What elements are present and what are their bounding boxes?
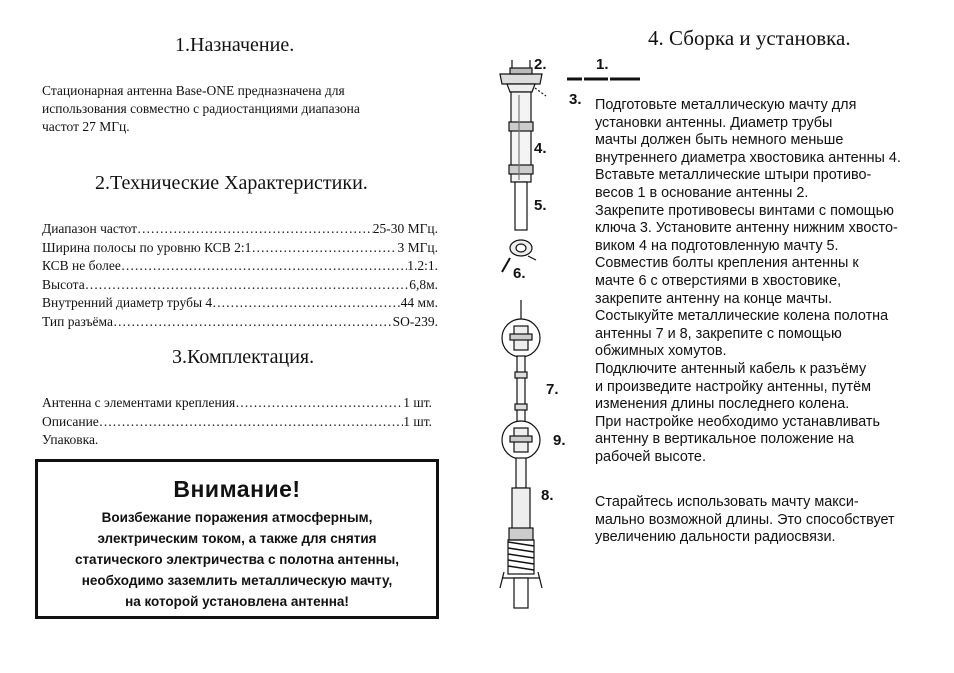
instruction-line: установки антенны. Диаметр трубы [595, 114, 833, 131]
contents-label: Антенна с элементами крепления [42, 395, 236, 410]
section-1-line: использования совместно с радиостанциями диапазона [42, 101, 360, 116]
instruction-line: и произведите настройку антенны, путём [595, 378, 872, 395]
part-label-2: 2. [534, 56, 547, 73]
part-label-7: 7. [546, 381, 559, 398]
antenna-base [500, 74, 542, 84]
section-4-title: 4. Сборка и установка. [648, 26, 851, 50]
section-2-title: 2.Технические Характеристики. [95, 172, 368, 194]
warning-text [38, 507, 436, 612]
instruction-line: рабочей высоте. [595, 448, 706, 465]
contents-value: 1 шт. [403, 413, 432, 429]
section-1-line: частот 27 МГц. [42, 119, 130, 134]
instruction-line: антенну в вертикальное положение на [595, 431, 854, 448]
part-label-8: 8. [541, 487, 554, 504]
section-1-title: 1.Назначение. [175, 34, 295, 56]
instruction-line: антенны 7 и 8, закрепите с помощью [595, 325, 842, 342]
instruction-line: При настройке необходимо устанавливать [595, 413, 881, 430]
antenna-element-8 [516, 458, 526, 488]
mast-advice [595, 494, 945, 547]
spec-label: Высота [42, 276, 85, 292]
spec-row [42, 294, 438, 313]
instruction-line: Состыкуйте металлические колена полотна [595, 308, 889, 325]
warning-box [35, 459, 439, 619]
spec-row [42, 239, 438, 258]
spec-row [42, 313, 438, 332]
assembly-instructions [595, 97, 945, 466]
spec-label: Внутренний диаметр трубы 4 [42, 295, 213, 310]
contents-label: Описание [42, 413, 99, 429]
contents-row [42, 394, 432, 413]
contents-row [42, 413, 432, 432]
part-label-9: 9. [553, 432, 566, 449]
warning-line: Воизбежание поражения атмосферным, [101, 510, 373, 525]
part-label-3: 3. [569, 91, 582, 108]
advice-line: мально возможной длины. Это способствует [595, 511, 895, 528]
contents-row [42, 431, 432, 450]
warning-line: на которой установлена антенна! [125, 594, 349, 609]
instruction-line: внутреннего диаметра хвостовика антенны 4. [595, 149, 901, 166]
part-label-4: 4. [534, 140, 547, 157]
spec-value: 25-30 МГц. [372, 221, 438, 236]
instruction-line: закрепите антенну на конце мачты. [595, 290, 833, 307]
warning-title: Внимание! [173, 476, 301, 502]
spec-value: 6,8м. [409, 276, 438, 292]
instruction-line: мачты должен быть немного меньше [595, 132, 844, 149]
wrench-screw [535, 88, 546, 96]
antenna-element-7 [517, 356, 525, 426]
mast [515, 182, 527, 230]
instruction-line: Закрепите противовесы винтами с помощью [595, 202, 894, 219]
instruction-line: Совместив болты крепления антенны к [595, 255, 859, 272]
instruction-line: изменения длины последнего колена. [595, 396, 850, 413]
warning-line: электрическим током, а также для снятия [97, 531, 377, 546]
specs-list [42, 220, 438, 331]
spec-value: 44 мм. [400, 295, 438, 310]
spec-value: 1.2:1. [407, 258, 438, 273]
radial-rod-icon [565, 73, 645, 85]
spec-row [42, 257, 438, 276]
spec-label: Тип разъёма [42, 313, 113, 329]
contents-label: Упаковка. [42, 432, 99, 447]
warning-line: статического электричества с полотна антенны, [74, 552, 400, 567]
section-3-title: 3.Комплектация. [172, 346, 315, 368]
spec-row [42, 276, 438, 295]
instruction-line: виком 4 на подготовленную мачту 5. [595, 237, 839, 254]
base-flange [510, 68, 532, 74]
part-label-1: 1. [596, 56, 609, 73]
advice-line: Старайтесь использовать мачту макси- [595, 494, 859, 510]
warning-line: необходимо заземлить металлическую мачту, [81, 573, 393, 588]
spec-label: КСВ не более [42, 258, 121, 273]
contents-list [42, 394, 432, 450]
instruction-line: Подготовьте металлическую мачту для [595, 97, 857, 113]
loading-coil [508, 540, 534, 574]
spec-value: 3 МГц. [397, 239, 438, 255]
section-1-line: Стационарная антенна Base-ONE предназначена для [42, 83, 345, 98]
instruction-line: обжимных хомутов. [595, 343, 727, 360]
spec-row [42, 220, 438, 239]
instruction-line: ключа 3. Установите антенну нижним хвосто- [595, 220, 898, 237]
instruction-line: Вставьте металлические штыри противо- [595, 167, 872, 184]
instruction-line: Подключите антенный кабель к разъёму [595, 360, 867, 377]
section-1-text [42, 82, 442, 136]
spec-label: Ширина полосы по уровню КСВ 2:1 [42, 239, 252, 255]
spec-value: SO-239. [392, 313, 438, 329]
advice-line: увеличению дальности радиосвязи. [595, 529, 836, 546]
part-label-5: 5. [534, 197, 547, 214]
spec-label: Диапазон частот [42, 221, 138, 236]
contents-value: 1 шт. [403, 395, 432, 410]
instruction-line: мачте 6 с отверстиями в хвостовике, [595, 272, 842, 289]
instruction-line: весов 1 в основание антенны 2. [595, 184, 809, 201]
part-label-6: 6. [513, 265, 526, 282]
